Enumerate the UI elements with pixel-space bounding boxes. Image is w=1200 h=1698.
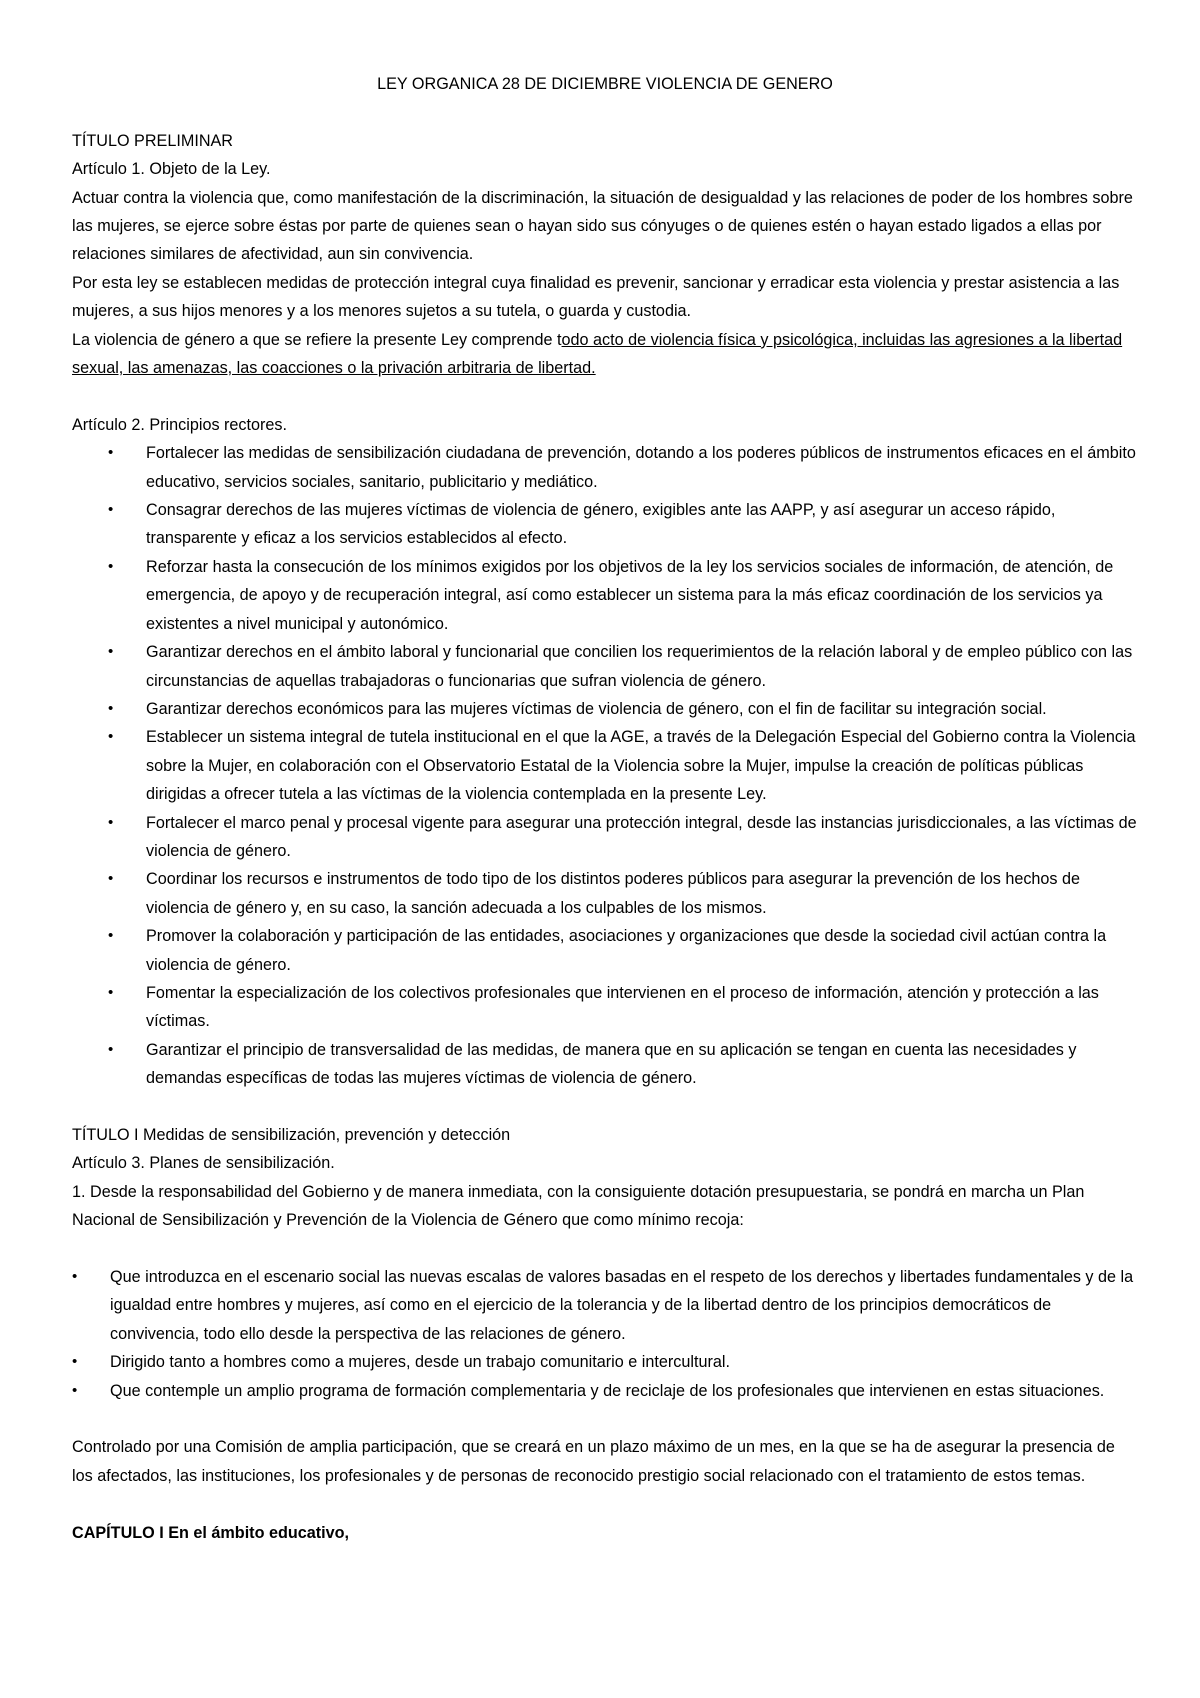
bullet-icon: • xyxy=(108,870,114,888)
bullet-icon: • xyxy=(108,557,114,575)
articulo-2-heading: Artículo 2. Principios rectores. xyxy=(72,415,288,434)
list-item: • Fomentar la especialización de los colectivos profesionales que intervienen en el proceso de información, atención y protección a las víctimas. xyxy=(72,979,1138,1036)
bullet-icon: • xyxy=(108,728,114,746)
document-page xyxy=(72,70,1138,1547)
articulo-1-heading: Artículo 1. Objeto de la Ley. xyxy=(72,160,271,179)
bullet-icon: • xyxy=(108,501,114,519)
bullet-icon: • xyxy=(108,699,114,717)
bullet-icon: • xyxy=(72,1268,78,1285)
capitulo-1-heading: CAPÍTULO I En el ámbito educativo, xyxy=(72,1523,350,1542)
articulo-1-underlined-text: odo acto de violencia física y psicológica, incluidas las agresiones a la libertad sexual, las amenazas, las coacciones o la privación arbitraria de libertad. xyxy=(72,330,1123,378)
bullet-icon: • xyxy=(108,813,114,831)
list-item: • Dirigido tanto a hombres como a mujeres, desde un trabajo comunitario e intercultural. xyxy=(72,1348,1138,1376)
articulo-3-heading: Artículo 3. Planes de sensibilización. xyxy=(72,1154,335,1173)
list-item: • Que contemple un amplio programa de formación complementaria y de reciclaje de los profesionales que intervienen en estas situaciones. xyxy=(72,1377,1138,1405)
bullet-icon: • xyxy=(108,983,114,1001)
list-item: • Promover la colaboración y participación de las entidades, asociaciones y organizaciones que desde la sociedad civil actúan contra la violencia de género. xyxy=(72,922,1138,979)
bullet-icon: • xyxy=(108,1040,114,1058)
articulo-1-paragraph-2: Por esta ley se establecen medidas de protección integral cuya finalidad es prevenir, sancionar y erradicar esta violencia y prestar asistencia a las mujeres, a sus hijos menores y a los menores sujetos a su tutela, o guarda y custodia. xyxy=(72,273,1120,321)
articulo-2-principles-list xyxy=(72,439,1138,1092)
list-item: • Establecer un sistema integral de tutela institucional en el que la AGE, a través de la Delegación Especial del Gobierno contra la Violencia sobre la Mujer, en colaboración con el Observatorio Estatal de la Violencia sobre la Mujer, impulse la creación de políticas públicas dirigidas a ofrecer tutela a las víctimas de la violencia contemplada en la presente Ley. xyxy=(72,723,1138,808)
document-title: LEY ORGANICA 28 DE DICIEMBRE VIOLENCIA DE GENERO xyxy=(377,75,833,93)
articulo-1-paragraph-3-start: La violencia de género a que se refiere la presente Ley comprende t xyxy=(72,330,562,349)
articulo-3-paragraph-2: Controlado por una Comisión de amplia participación, que se creará en un plazo máximo de un mes, en la que se ha de asegurar la presencia de los afectados, las instituciones, los profesionales y de personas de reconocido prestigio social relacionado con el tratamiento de estos temas. xyxy=(72,1438,1115,1485)
list-item: • Reforzar hasta la consecución de los mínimos exigidos por los objetivos de la ley los servicios sociales de información, de atención, de emergencia, de apoyo y de recuperación integral, así como establecer un sistema para la más eficaz coordinación de los servicios ya existentes a nivel municipal y autonómico. xyxy=(72,553,1138,638)
list-item: • Garantizar derechos económicos para las mujeres víctimas de violencia de género, con el fin de facilitar su integración social. xyxy=(72,695,1138,723)
articulo-3-paragraph-1: 1. Desde la responsabilidad del Gobierno y de manera inmediata, con la consiguiente dotación presupuestaria, se pondrá en marcha un Plan Nacional de Sensibilización y Prevención de la Violencia de Género que como mínimo recoja: xyxy=(72,1182,1085,1230)
list-item: • Fortalecer el marco penal y procesal vigente para asegurar una protección integral, desde las instancias jurisdiccionales, a las víctimas de violencia de género. xyxy=(72,809,1138,866)
list-item: • Fortalecer las medidas de sensibilización ciudadana de prevención, dotando a los poderes públicos de instrumentos eficaces en el ámbito educativo, servicios sociales, sanitario, publicitario y mediático. xyxy=(72,439,1138,496)
bullet-icon: • xyxy=(108,444,114,462)
articulo-3-plan-list xyxy=(72,1263,1138,1405)
bullet-icon: • xyxy=(108,927,114,945)
articulo-1-paragraph-3 xyxy=(72,326,1138,383)
list-item: • Coordinar los recursos e instrumentos de todo tipo de los distintos poderes públicos para asegurar la prevención de los hechos de violencia de género y, en su caso, la sanción adecuada a los culpables de los mismos. xyxy=(72,865,1138,922)
titulo-preliminar-heading: TÍTULO PRELIMINAR xyxy=(72,131,233,150)
list-item: • Garantizar el principio de transversalidad de las medidas, de manera que en su aplicación se tengan en cuenta las necesidades y demandas específicas de todas las mujeres víctimas de violencia de género. xyxy=(72,1036,1138,1093)
list-item: • Consagrar derechos de las mujeres víctimas de violencia de género, exigibles ante las AAPP, y así asegurar un acceso rápido, transparente y eficaz a los servicios establecidos al efecto. xyxy=(72,496,1138,553)
list-item: • Que introduzca en el escenario social las nuevas escalas de valores basadas en el respeto de los derechos y libertades fundamentales y de la igualdad entre hombres y mujeres, así como en el ejercicio de la tolerancia y de la libertad dentro de los principios democráticos de convivencia, todo ello desde la perspectiva de las relaciones de género. xyxy=(72,1263,1138,1348)
list-item: • Garantizar derechos en el ámbito laboral y funcionarial que concilien los requerimientos de la relación laboral y de empleo público con las circunstancias de aquellas trabajadoras o funcionarias que sufran violencia de género. xyxy=(72,638,1138,695)
bullet-icon: • xyxy=(72,1353,78,1371)
titulo-1-heading: TÍTULO I Medidas de sensibilización, prevención y detección xyxy=(72,1125,511,1144)
bullet-icon: • xyxy=(108,643,114,661)
bullet-icon: • xyxy=(72,1381,78,1399)
articulo-1-paragraph-1: Actuar contra la violencia que, como manifestación de la discriminación, la situación de desigualdad y las relaciones de poder de los hombres sobre las mujeres, se ejerce sobre éstas por parte de quienes sean o hayan sido sus cónyuges o de quienes estén o hayan estado ligados a ellas por relaciones similares de afectividad, aun sin convivencia. xyxy=(72,188,1133,264)
